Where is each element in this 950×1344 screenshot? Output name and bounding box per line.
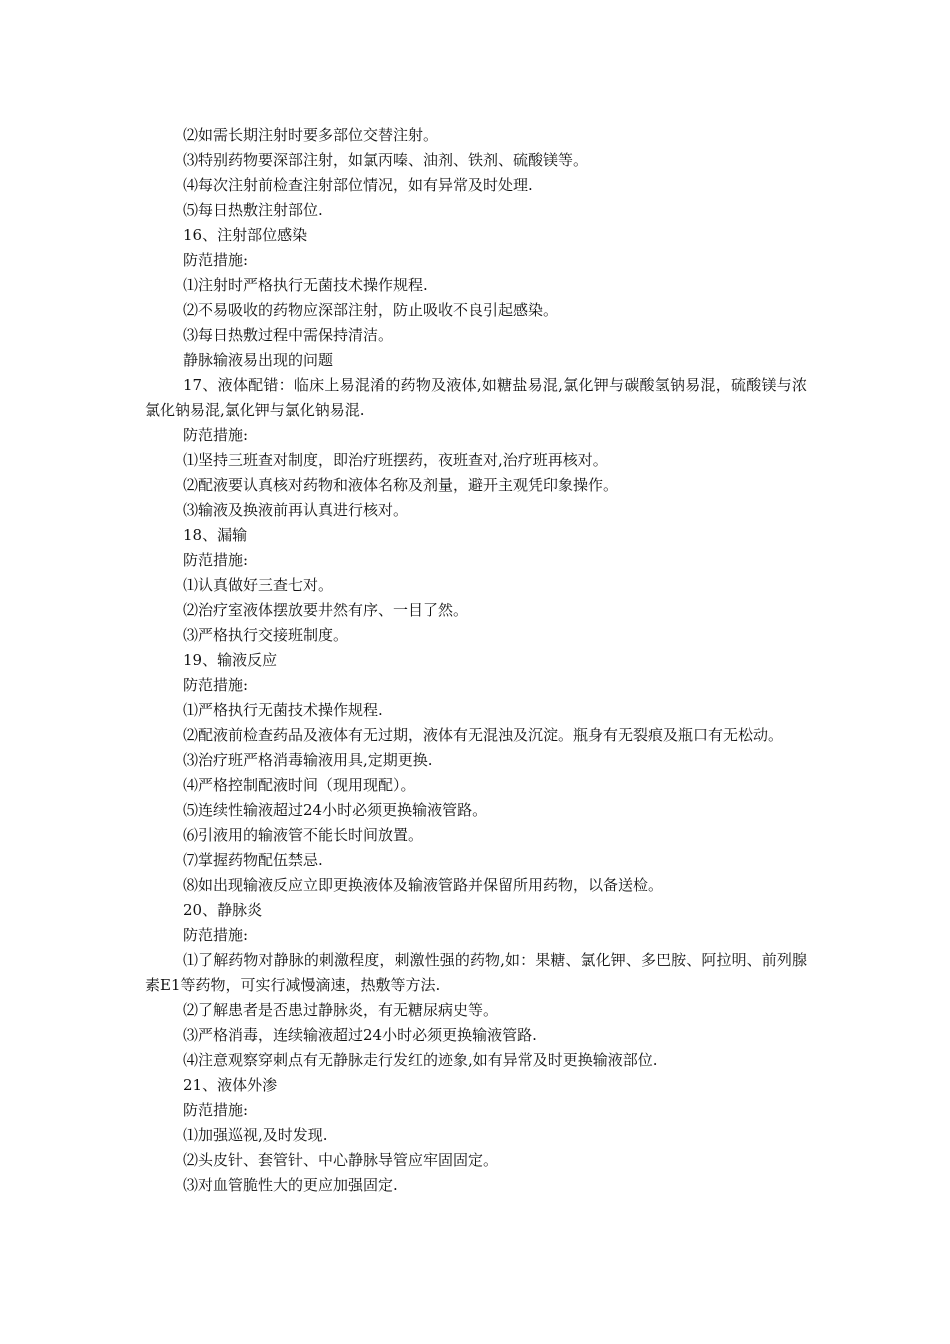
paragraph: ⑵头皮针、套管针、中心静脉导管应牢固固定。 — [183, 1151, 499, 1169]
paragraph: ⑻如出现输液反应立即更换液体及输液管路并保留所用药物，以备送检。 — [183, 876, 664, 894]
paragraph: 防范措施: — [183, 426, 249, 444]
paragraph: ⑴注射时严格执行无菌技术操作规程. — [183, 276, 428, 294]
paragraph: 防范措施: — [183, 251, 249, 269]
paragraph: ⑶治疗班严格消毒输液用具,定期更换. — [183, 751, 433, 769]
paragraph: 防范措施: — [183, 551, 249, 569]
document-body — [145, 123, 807, 1198]
paragraph: ⑷注意观察穿刺点有无静脉走行发红的迹象,如有异常及时更换输液部位. — [183, 1051, 658, 1069]
paragraph: 静脉输液易出现的问题 — [183, 351, 334, 369]
paragraph: 17、液体配错：临床上易混淆的药物及液体,如糖盐易混,氯化钾与碳酸氢钠易混，硫酸镁与浓氯化钠易混,氯化钾与氯化钠易混. — [145, 376, 807, 419]
paragraph: ⑶每日热敷过程中需保持清洁。 — [183, 326, 394, 344]
paragraph: ⑵配液前检查药品及液体有无过期，液体有无混浊及沉淀。瓶身有无裂痕及瓶口有无松动。 — [183, 726, 784, 744]
paragraph: 16、注射部位感染 — [183, 226, 308, 244]
paragraph: ⑶对血管脆性大的更应加强固定. — [183, 1176, 398, 1194]
paragraph: 20、静脉炎 — [183, 901, 263, 919]
paragraph: ⑴坚持三班查对制度，即治疗班摆药，夜班查对,治疗班再核对。 — [183, 451, 608, 469]
paragraph: ⑶严格消毒，连续输液超过24小时必须更换输液管路. — [183, 1026, 537, 1044]
paragraph: 防范措施: — [183, 676, 249, 694]
paragraph: ⑸连续性输液超过24小时必须更换输液管路。 — [183, 801, 488, 819]
paragraph: ⑵治疗室液体摆放要井然有序、一目了然。 — [183, 601, 469, 619]
paragraph: ⑹引液用的输液管不能长时间放置。 — [183, 826, 424, 844]
paragraph: 防范措施: — [183, 1101, 249, 1119]
paragraph: ⑴认真做好三查七对。 — [183, 576, 334, 594]
paragraph: ⑸每日热敷注射部位. — [183, 201, 323, 219]
paragraph: 21、液体外渗 — [183, 1076, 278, 1094]
paragraph: ⑶输液及换液前再认真进行核对。 — [183, 501, 409, 519]
paragraph: ⑵了解患者是否患过静脉炎，有无糖尿病史等。 — [183, 1001, 499, 1019]
paragraph: ⑵不易吸收的药物应深部注射，防止吸收不良引起感染。 — [183, 301, 559, 319]
paragraph: 19、输液反应 — [183, 651, 278, 669]
paragraph: ⑴加强巡视,及时发现. — [183, 1126, 328, 1144]
paragraph: ⑶特别药物要深部注射，如氯丙嗪、油剂、铁剂、硫酸镁等。 — [183, 151, 589, 169]
paragraph: ⑷每次注射前检查注射部位情况，如有异常及时处理. — [183, 176, 533, 194]
paragraph: ⑺掌握药物配伍禁忌. — [183, 851, 323, 869]
paragraph: ⑴严格执行无菌技术操作规程. — [183, 701, 383, 719]
paragraph: ⑴了解药物对静脉的刺激程度，刺激性强的药物,如：果糖、氯化钾、多巴胺、阿拉明、前列腺素E1等药物，可实行减慢滴速，热敷等方法. — [145, 951, 807, 994]
paragraph: ⑶严格执行交接班制度。 — [183, 626, 349, 644]
paragraph: 防范措施: — [183, 926, 249, 944]
paragraph: ⑵如需长期注射时要多部位交替注射。 — [183, 126, 439, 144]
paragraph: ⑵配液要认真核对药物和液体名称及剂量，避开主观凭印象操作。 — [183, 476, 619, 494]
paragraph: ⑷严格控制配液时间（现用现配）。 — [183, 776, 416, 794]
paragraph: 18、漏输 — [183, 526, 248, 544]
